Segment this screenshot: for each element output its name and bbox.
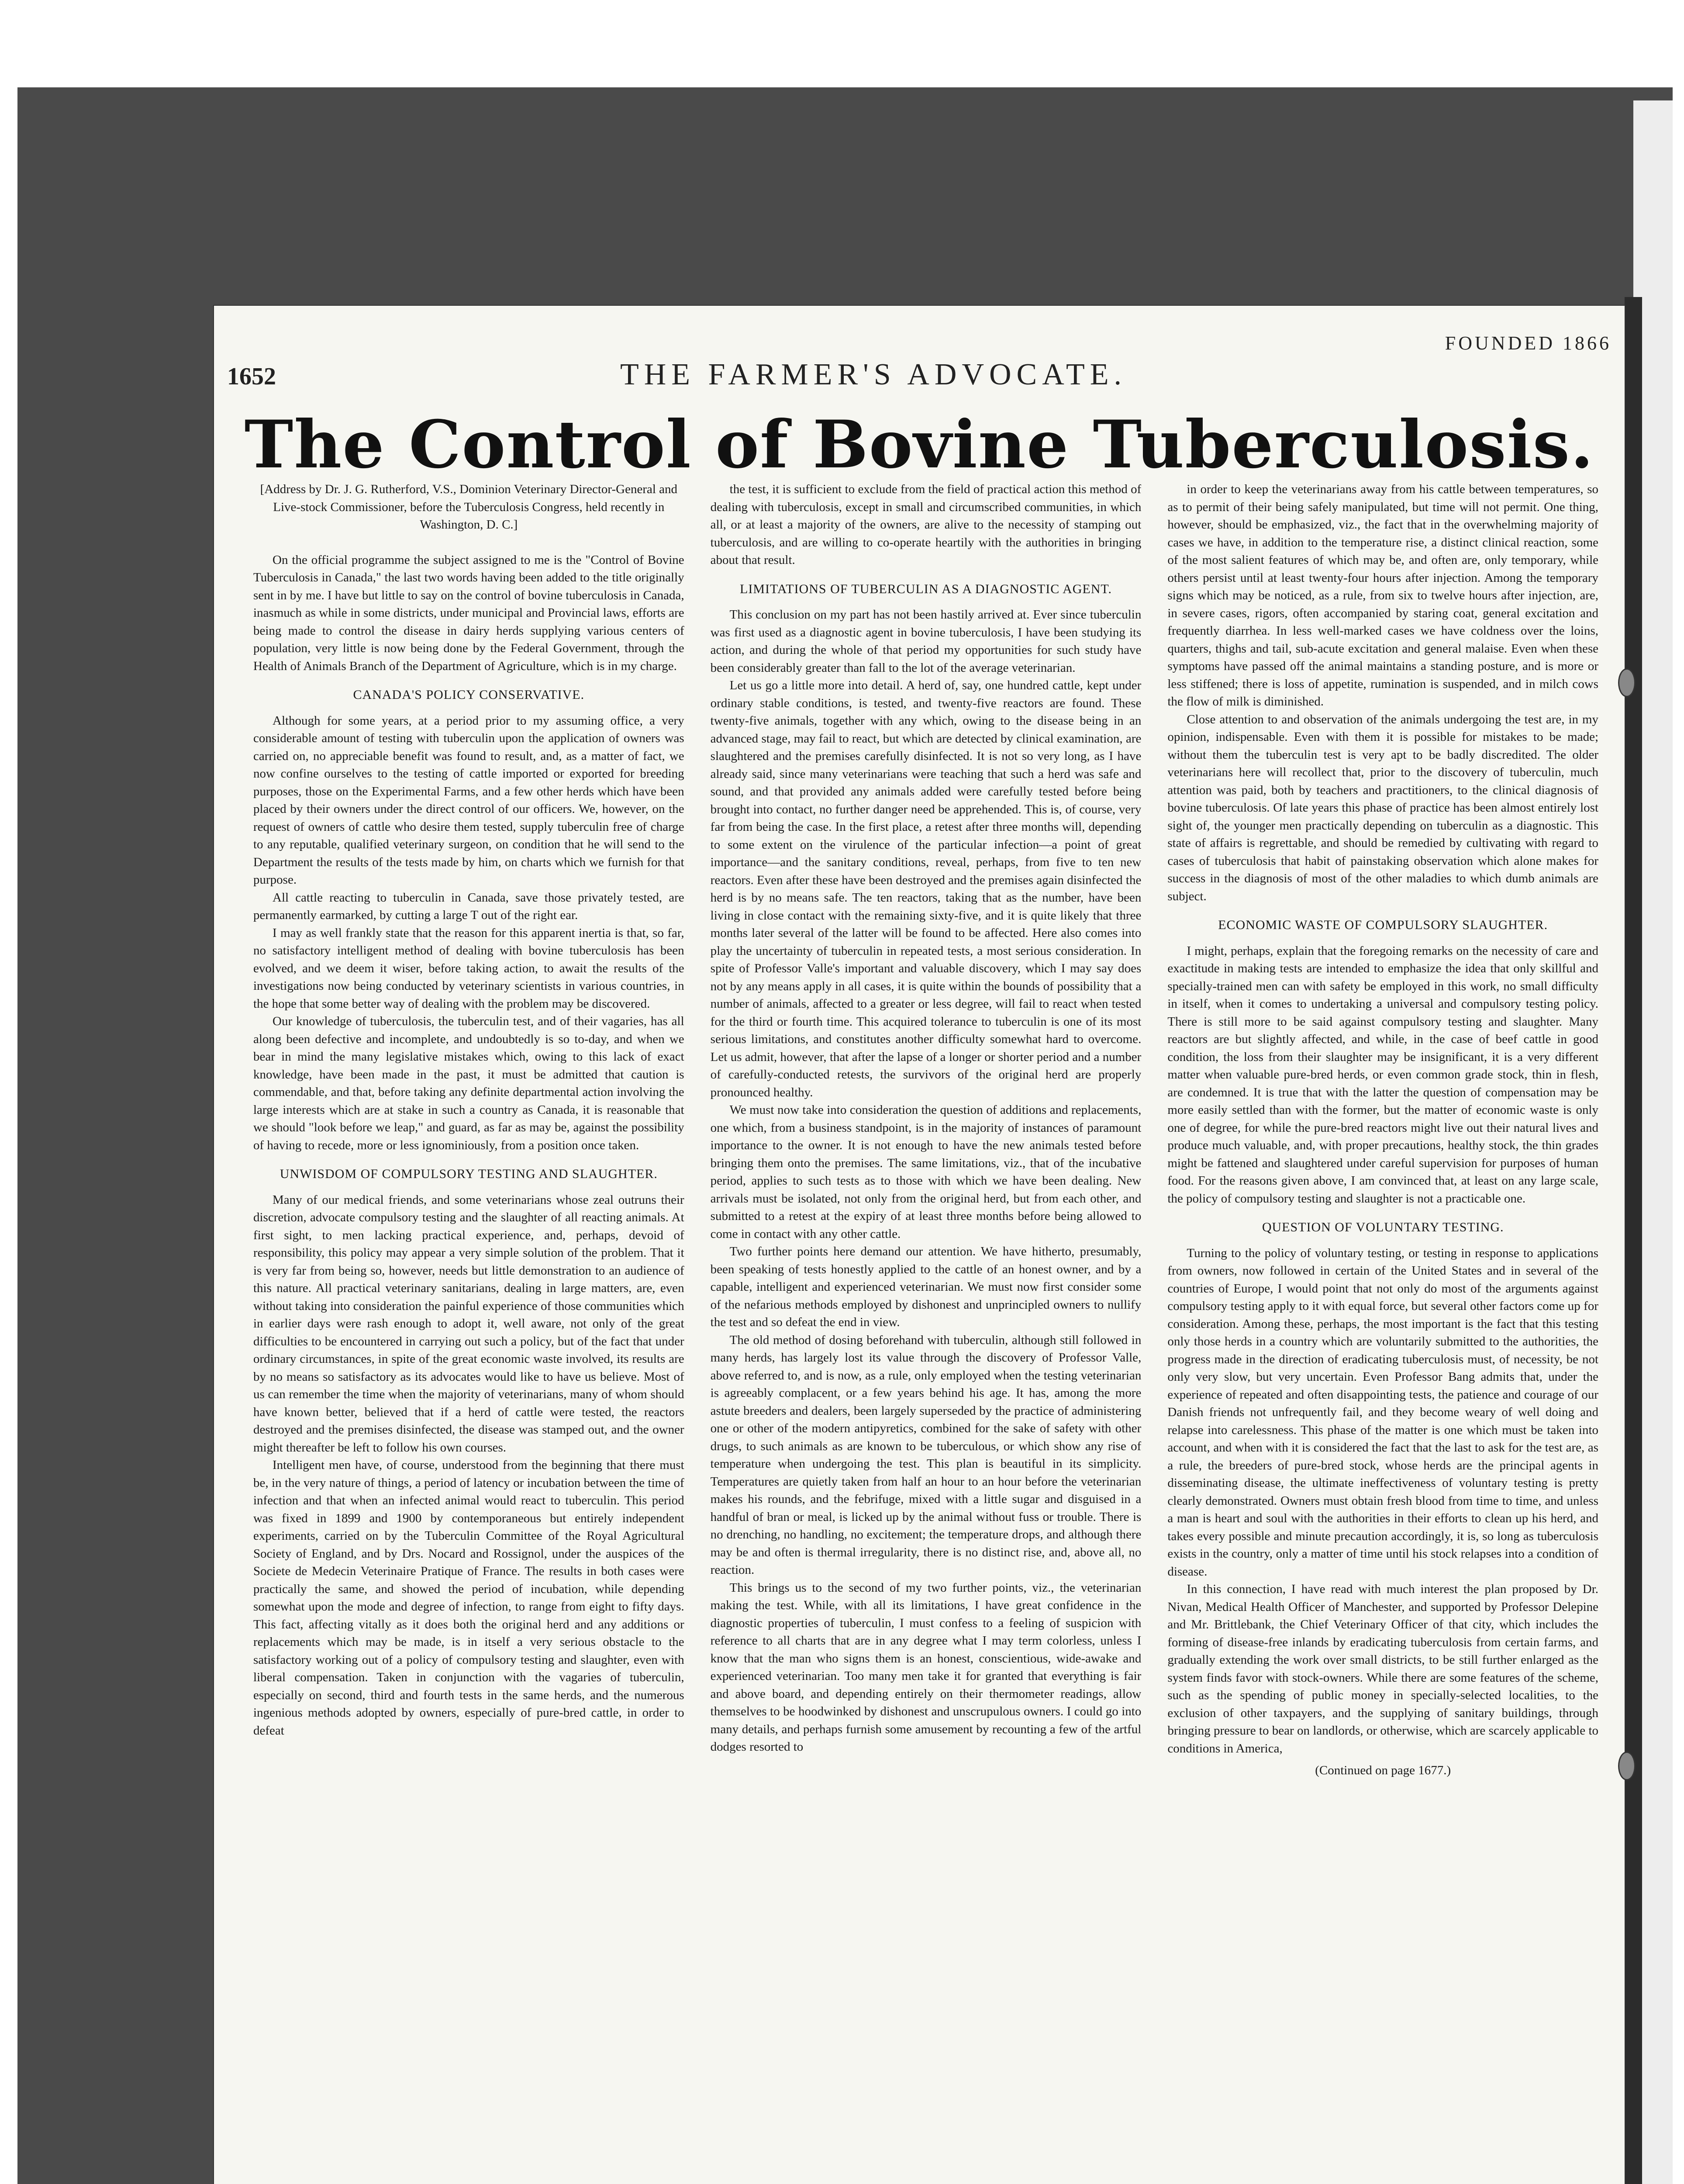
paragraph: I may as well frankly state that the reason for this apparent inertia is that, so far, no satisfactory intelligent method of dealing with bovine tuberculosis has been evolved, and we deem it wiser, before taking action, to await the results of the investigations now being conducted by veterinary scientists in various countries, in the hope that some better way of dealing with the problem may be discovered. — [253, 926, 684, 1011]
section-heading: QUESTION OF VOLUNTARY TESTING. — [1262, 1220, 1504, 1234]
continued-note: (Continued on page 1677.) — [1315, 1763, 1451, 1777]
paragraph: All cattle reacting to tuberculin in Canada, save those privately tested, are permanently earmarked, by cutting a large T out of the right ear. — [253, 890, 684, 922]
newspaper-page — [214, 306, 1625, 2184]
section-heading: LIMITATIONS OF TUBERCULIN AS A DIAGNOSTIC AGENT. — [740, 581, 1112, 596]
paragraph: The old method of dosing beforehand with tuberculin, although still followed in many herds, has largely lost its value through the discovery of Professor Valle, above referred to, and is now, as a rule, only employed when the testing veterinarian is agreeably complacent, or a few years behind his age. It has, among the more astute breeders and dealers, been largely superseded by the practice of administering one or other of the modern antipyretics, combined for the sake of safety with other drugs, to such animals as are known to be tuberculous, or which show any rise of temperature when undergoing the test. This plan is beautiful in its simplicity. Temperatures are quietly taken from half an hour to an hour before the veterinarian makes his rounds, and the febrifuge, mixed with a little sugar and disguised in a handful of bran or meal, is licked up by the animal without fuss or trouble. There is no drenching, no handling, no excitement; the temperature drops, and although there may be and often is thermal irregularity, there is no distinct rise, and, above all, no reaction. — [710, 1333, 1142, 1577]
paragraph: Close attention to and observation of the animals undergoing the test are, in my opinion, indispensable. Even with them it is possible for mistakes to be made; without them the tuberculin test is very apt to be badly discredited. The older veterinarians here will recollect that, prior to the discovery of tuberculin, much attention was paid, both by teachers and practitioners, to the clinical diagnosis of bovine tuberculosis. Of late years this phase of practice has been almost entirely lost sight of, the younger men practically depending on tuberculin as a diagnostic. This state of affairs is regrettable, and should be remedied by cultivating with regard to cases of tuberculosis that habit of painstaking observation which alone makes for success in the diagnosis of most of the other maladies to which dumb animals are subject. — [1167, 712, 1599, 903]
section-heading: UNWISDOM OF COMPULSORY TESTING AND SLAUGHTER. — [280, 1167, 658, 1181]
paragraph: We must now take into consideration the question of additions and replacements, one which, from a business standpoint, is in the majority of instances of paramount importance to the owner. It is not enough to have the new animals tested before bringing them onto the premises. The same limitations, viz., that of the incubative period, applies to such tests as to those with which we have been dealing. New arrivals must be isolated, not only from the original herd, but from each other, and submitted to a retest at the expiry of at least three months before being allowed to come in contact with any other cattle. — [710, 1103, 1142, 1241]
paragraph: Although for some years, at a period prior to my assuming office, a very considerable amount of testing with tuberculin upon the application of owners was carried on, no appreciable benefit was found to result, and, as a matter of fact, we now confine ourselves to the testing of cattle imported or exported for breeding purposes, those on the Experimental Farms, and a few other herds which have been placed by their owners under the direct control of our officers. We, however, on the request of owners of cattle who desire them tested, supply tuberculin free of charge to any reputable, qualified veterinary surgeon, on condition that he will send to the Department the results of the tests made by him, on charts which we furnish for that purpose. — [253, 713, 684, 887]
paragraph: the test, it is sufficient to exclude from the field of practical action this method of dealing with tuberculosis, except in small and circumscribed communities, in which all, or at least a majority of the owners, are alive to the necessity of stamping out tuberculosis, and are willing to co-operate heartily with the authorities in bringing about that result. — [710, 482, 1142, 567]
paragraph: On the official programme the subject assigned to me is the "Control of Bovine Tuberculosis in Canada," the last two words having been added to the title originally sent in by me. I have but little to say on the control of bovine tuberculosis in Canada, inasmuch as while in some districts, under municipal and Provincial laws, efforts are being made to control the disease in dairy herds supplying various centers of population, very little is now being done by the Federal Government, through the Health of Animals Branch of the Department of Agriculture, which is in my charge. — [253, 553, 684, 673]
paragraph: Two further points here demand our attention. We have hitherto, presumably, been speaking of tests honestly applied to the cattle of an honest owner, and by a capable, intelligent and experienced veterinarian. We must now first consider some of the nefarious methods employed by dishonest and unprincipled owners to nullify the test and so defeat the end in view. — [710, 1244, 1142, 1329]
section-heading: ECONOMIC WASTE OF COMPULSORY SLAUGHTER. — [1218, 918, 1548, 932]
paragraph: This brings us to the second of my two further points, viz., the veterinarian making the test. While, with all its limitations, I have great confidence in the diagnostic properties of tuberculin, I must confess to a feeling of suspicion with reference to all charts that are in any degree what I may term colorless, unless I know that the man who signs them is an honest, conscientious, wide-awake and experienced veterinarian. Too many men take it for granted that everything is fair and above board, and depending entirely on their thermometer readings, allow themselves to be hoodwinked by dishonest and unscrupulous owners. I could go into many details, and perhaps furnish some amusement by recounting a few of the artful dodges resorted to — [710, 1580, 1142, 1754]
article-title: The Control of Bovine Tuberculosis. — [244, 406, 1594, 483]
binding-hole-icon — [1618, 1752, 1636, 1780]
paragraph: Many of our medical friends, and some veterinarians whose zeal outruns their discretion, advocate compulsory testing and the slaughter of all reacting animals. At first sight, to men lacking practical experience, and, perhaps, devoid of responsibility, this policy may appear a very simple solution of the problem. That it is very far from being so, however, needs but little demonstration to an audience of this nature. All practical veterinary sanitarians, dealing in large matters, are, even without taking into consideration the painful experience of those communities which in earlier days were rash enough to adopt it, well aware, not only of the great difficulties to be encountered in carrying out such a policy, but of the fact that under ordinary circumstances, in spite of the great economic waste involved, its results are by no means so satisfactory as its advocates would like to have us believe. Most of us can remember the time when the majority of veterinarians, many of whom should have known better, believed that if a herd of cattle were tested, the reactors destroyed and the premises disinfected, the disease was stamped out, and the owner might thereafter be left to follow his own courses. — [253, 1192, 684, 1455]
page-gutter-shadow — [1625, 297, 1642, 2184]
article-columns — [253, 480, 1598, 2184]
page-number: 1652 — [227, 363, 276, 390]
column-1 — [253, 480, 684, 2184]
page-header — [214, 306, 1625, 391]
masthead: THE FARMER'S ADVOCATE. — [620, 358, 1127, 391]
article-intro: [Address by Dr. J. G. Rutherford, V.S., Dominion Veterinary Director-General and Live-stock Commissioner, before the Tuberculosis Congress, held recently in Washington, D. C.] — [260, 482, 678, 532]
section-heading: CANADA'S POLICY CONSERVATIVE. — [353, 688, 585, 702]
paragraph: Intelligent men have, of course, understood from the beginning that there must be, in the very nature of things, a period of latency or incubation between the time of infection and that when an infected animal would react to tuberculin. This period was fixed in 1899 and 1900 by contemporaneous but entirely independent experiments, carried on by the Tuberculin Committee of the Royal Agricultural Society of England, and by Drs. Nocard and Rossignol, under the auspices of the Societe de Medecin Veterinaire Pratique of France. The results in both cases were practically the same, and showed the period of incubation, while depending somewhat upon the mode and degree of infection, to range from eight to fifty days. This fact, affecting vitally as it does both the original herd and any additions or replacements which may be made, is in itself a very serious obstacle to the satisfactory working out of a policy of compulsory testing and slaughter, even with liberal compensation. Taken in conjunction with the vagaries of tuberculin, especially on second, third and fourth tests in the same herds, and the numerous ingenious methods adopted by owners, especially of pure-bred cattle, in order to defeat — [253, 1458, 684, 1738]
founded-note: FOUNDED 1866 — [1445, 332, 1612, 354]
paragraph: in order to keep the veterinarians away from his cattle between temperatures, so as to permit of their being safely manipulated, but time will not permit. One thing, however, should be emphasized, viz., the fact that in the overwhelming majority of cases we have, in addition to the temperature rise, a distinct clinical reaction, some of the most salient features of which may be, and often are, only temporary, while others persist until at least twenty-four hours after injection. Among the temporary signs which may be noticed, as a rule, from six to twelve hours after injection, are, in severe cases, rigors, often accompanied by staring coat, general excitation and frequently diarrhea. In less well-marked cases we have coldness over the loins, quarters, thighs and tail, sub-acute excitation and general malaise. Even when these symptoms have passed off the animal maintains a standing posture, and is more or less stiffened; there is loss of appetite, rumination is suspended, and in milch cows the flow of milk is diminished. — [1167, 482, 1599, 708]
binding-hole-icon — [1618, 668, 1636, 697]
paragraph: Turning to the policy of voluntary testing, or testing in response to applications from owners, now followed in certain of the United States and in several of the countries of Europe, I would point that not only do most of the arguments against compulsory testing apply to it with equal force, but several other factors come up for consideration. Among these, perhaps, the most important is the fact that this testing only those herds in a country which are voluntarily submitted to the authorities, the progress made in the direction of eradicating tuberculosis must, of necessity, be not only very slow, but very uncertain. Even Professor Bang admits that, under the experience of repeated and often disappointing tests, the patience and courage of our Danish friends not unfrequently fail, and they become weary of well doing and relapse into carelessness. This phase of the matter is one which must be taken into account, and when with it is considered the fact that the last to ask for the test are, as a rule, the breeders of pure-bred stock, whose herds are the principal agents in disseminating disease, the ultimate ineffectiveness of voluntary testing is pretty clearly demonstrated. Owners must obtain fresh blood from time to time, and unless a man is heart and soul with the authorities in their efforts to clean up his herd, and takes every possible and minute precaution accordingly, it is, so long as tuberculosis exists in the country, only a matter of time until his stock relapses into a condition of disease. — [1167, 1246, 1599, 1579]
paragraph: In this connection, I have read with much interest the plan proposed by Dr. Nivan, Medical Health Officer of Manchester, and supported by Professor Delepine and Mr. Brittlebank, the Chief Veterinary Officer of that city, which includes the forming of disease-free inlands by eradicating tuberculosis from certain farms, and gradually extending the work over small districts, to be still further enlarged as the system finds favor with stock-owners. While there are some features of the scheme, such as the spending of public money in specially-selected localities, to the exclusion of other taxpayers, and the supplying of sanitary buildings, through bringing pressure to bear on landlords, or otherwise, which are scarcely applicable to conditions in America, — [1167, 1582, 1599, 1755]
paragraph: I might, perhaps, explain that the foregoing remarks on the necessity of care and exactitude in making tests are intended to emphasize the idea that only skillful and specially-trained men can with safety be employed in this work, no small difficulty in itself, when it comes to undertaking a universal and compulsory testing policy. There is still more to be said against compulsory testing and slaughter. Many reactors are but slightly affected, and while, in the case of beef cattle in good condition, the loss from their slaughter may be insignificant, it is a very different matter when valuable pure-bred herds, or even common grade stock, thin in flesh, are condemned. It is true that with the latter the question of compensation may be more easily settled than with the former, but the matter of economic waste is only one of degree, for while the pure-bred reactors might live out their natural lives and produce much valuable, and, with proper precautions, healthy stock, the thin grades might be fattened and slaughtered under careful supervision for purposes of human food. For the reasons given above, I am convinced that, at least on any large scale, the policy of compulsory testing and slaughter is not a practicable one. — [1167, 943, 1599, 1206]
paragraph: This conclusion on my part has not been hastily arrived at. Ever since tuberculin was first used as a diagnostic agent in bovine tuberculosis, I have been studying its action, and during the whole of that period my opportunities for such study have been considerably greater than fall to the lot of the average veterinarian. — [710, 608, 1142, 675]
column-2 — [711, 480, 1142, 2184]
column-3 — [1167, 480, 1598, 2184]
paragraph: Our knowledge of tuberculosis, the tuberculin test, and of their vagaries, has all along been defective and incomplete, and undoubtedly is so to-day, and when we bear in mind the many legislative mistakes which, owing to this lack of exact knowledge, have been made in the past, it must be admitted that caution is commendable, and that, before taking any definite departmental action involving the large interests which are at stake in such a country as Canada, it is reasonable that we should "look before we leap," and guard, as far as may be, against the possibility of having to recede, more or less ignominiously, from a position once taken. — [253, 1014, 684, 1152]
paragraph: Let us go a little more into detail. A herd of, say, one hundred cattle, kept under ordinary stable conditions, is tested, and twenty-five reactors are found. These twenty-five animals, together with any which, owing to the disease being in an advanced stage, may fail to react, but which are detected by clinical examination, are slaughtered and the premises carefully disinfected. It is not so very long, as I have already said, since many veterinarians were teaching that such a herd was safe and sound, and that provided any animals added were carefully tested before being brought into contact, no further danger need be apprehended. This is, of course, very far from being the case. In the first place, a retest after three months will, depending to some extent on the virulence of the particular infection—a point of great importance—and the sanitary conditions, reveal, perhaps, from five to ten new reactors. Even after these have been destroyed and the premises again disinfected the herd is by no means safe. The ten reactors, taking that as the number, have been living in close contact with the remaining sixty-five, and it is quite likely that three months later several of the latter will be found to be affected. Here also comes into play the uncertainty of tuberculin in repeated tests, a most serious consideration. In spite of Professor Valle's important and valuable discovery, which I may say does not by any means apply in all cases, it is quite within the bounds of possibility that a number of animals, affected to a greater or less degree, will fail to react when tested for the third or fourth time. This acquired tolerance to tuberculin is one of its most serious limitations, and constitutes another difficulty somewhat hard to overcome. Let us admit, however, that after the lapse of a longer or shorter period and a number of carefully-conducted retests, the survivors of the original herd are properly pronounced healthy. — [710, 678, 1142, 1099]
